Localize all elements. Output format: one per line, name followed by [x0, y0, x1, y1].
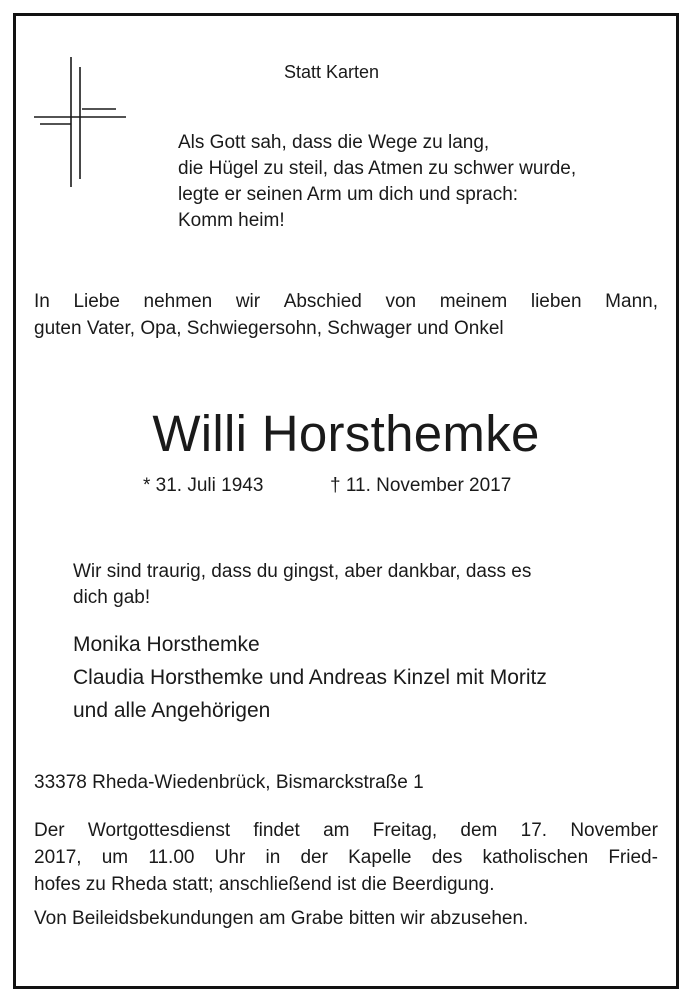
intro-text — [34, 288, 658, 342]
family-member: Claudia Horsthemke und Andreas Kinzel mit Moritz — [73, 666, 547, 689]
intro-word: wir — [235, 291, 261, 312]
death-date: † 11. November 2017 — [330, 475, 512, 496]
intro-word: von — [385, 291, 417, 312]
farewell-text — [73, 559, 531, 611]
poem-line: Komm heim! — [178, 210, 285, 231]
service-word: 2017, — [34, 847, 82, 868]
family-list — [73, 628, 547, 727]
poem-line: Als Gott sah, dass die Wege zu lang, — [178, 132, 490, 153]
service-info — [34, 817, 658, 898]
intro-word: In — [34, 291, 50, 312]
service-line: hofes zu Rheda statt; anschließend ist die Beerdigung. — [34, 874, 495, 895]
intro-word: Abschied — [283, 291, 362, 312]
intro-word: nehmen — [143, 291, 213, 312]
service-word: dem — [460, 820, 498, 841]
condolence-note: Von Beileidsbekundungen am Grabe bitten wir abzusehen. — [34, 908, 529, 929]
service-word: um — [101, 847, 129, 868]
poem-line: legte er seinen Arm um dich und sprach: — [178, 184, 519, 205]
service-word: findet — [253, 820, 300, 841]
service-word: der — [300, 847, 328, 868]
address: 33378 Rheda-Wiedenbrück, Bismarckstraße 1 — [34, 772, 424, 793]
birth-date: * 31. Juli 1943 — [143, 475, 264, 496]
service-word: katholischen — [482, 847, 589, 868]
intro-word: meinem — [439, 291, 508, 312]
service-word: Wortgottesdienst — [87, 820, 231, 841]
service-word: Uhr — [214, 847, 246, 868]
service-word: am — [323, 820, 350, 841]
service-word: in — [265, 847, 281, 868]
service-line — [34, 844, 658, 871]
family-member: und alle Angehörigen — [73, 699, 271, 722]
intro-line — [34, 288, 658, 315]
service-word: 17. — [520, 820, 548, 841]
service-word: November — [570, 820, 658, 841]
intro-word: Liebe — [73, 291, 120, 312]
service-word: Fried- — [608, 847, 658, 868]
poem-line: die Hügel zu steil, das Atmen zu schwer wurde, — [178, 158, 577, 179]
service-word: Der — [34, 820, 65, 841]
deceased-name: Willi Horsthemke — [152, 405, 540, 462]
intro-word: Mann, — [605, 291, 658, 312]
header-text: Statt Karten — [284, 62, 380, 82]
service-word: des — [431, 847, 463, 868]
cross-icon — [34, 57, 126, 187]
service-word: Kapelle — [348, 847, 412, 868]
poem — [178, 130, 576, 234]
intro-line: guten Vater, Opa, Schwiegersohn, Schwager und Onkel — [34, 318, 504, 339]
service-line — [34, 817, 658, 844]
farewell-line: Wir sind traurig, dass du gingst, aber dankbar, dass es — [73, 561, 532, 582]
family-member: Monika Horsthemke — [73, 633, 260, 656]
service-word: 11.00 — [148, 847, 195, 868]
service-word: Freitag, — [372, 820, 438, 841]
intro-word: lieben — [530, 291, 582, 312]
farewell-line: dich gab! — [73, 587, 151, 608]
